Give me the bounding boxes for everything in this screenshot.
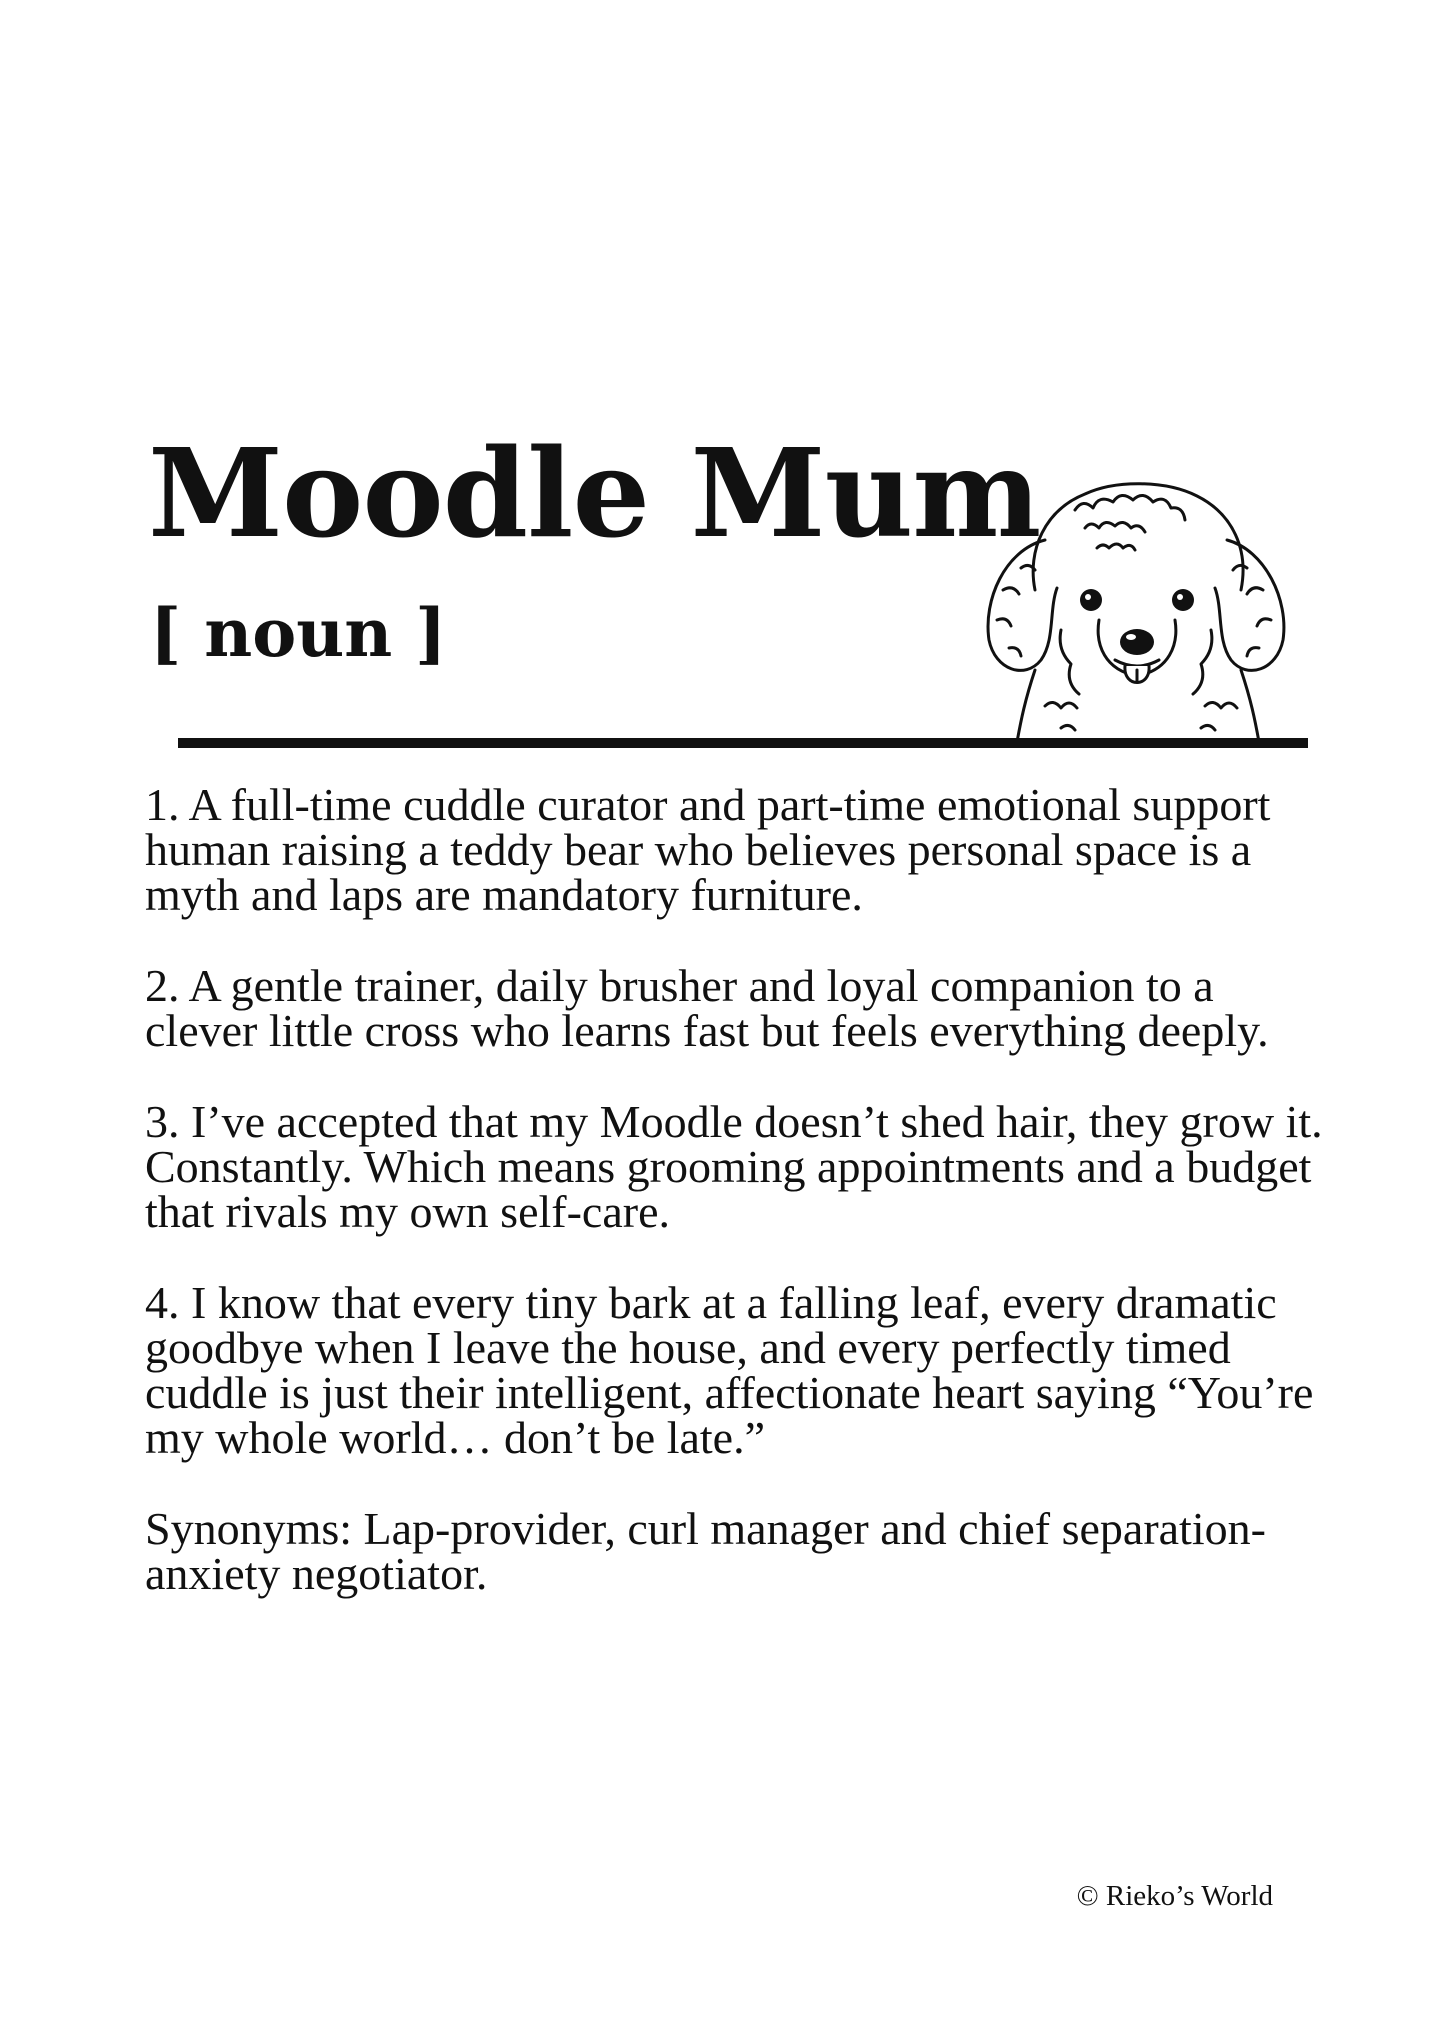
moodle-dog-illustration-icon (965, 470, 1310, 742)
part-of-speech-label: [ noun ] (150, 594, 447, 672)
copyright-notice: © Rieko’s World (1076, 1880, 1273, 1912)
definition-item: 2. A gentle trainer, daily brusher and loyal companion to a clever little cross who learns fast but feels everything deeply. (145, 960, 1269, 1056)
dog-nose (1120, 629, 1154, 655)
dog-left-ear (988, 540, 1057, 670)
title-divider-rule (178, 738, 1308, 748)
definitions-list (145, 779, 1325, 1642)
definition-item: 3. I’ve accepted that my Moodle doesn’t shed hair, they grow it. Constantly. Which means grooming appointments and a budget that rivals my own self-care. (145, 1096, 1323, 1237)
synonyms-line: Synonyms: Lap-provider, curl manager and chief separation-anxiety negotiator. (145, 1503, 1266, 1599)
dog-left-eye (1080, 589, 1102, 611)
entry-word-title: Moodle Mum (148, 421, 1041, 565)
definition-item: 1. A full-time cuddle curator and part-time emotional support human raising a teddy bear who believes personal space is a myth and laps are mandatory furniture. (145, 779, 1271, 920)
dog-right-eye (1172, 589, 1194, 611)
dog-top-curls (1075, 495, 1185, 520)
definition-item: 4. I know that every tiny bark at a falling leaf, every dramatic goodbye when I leave the house, and every perfectly timed cuddle is just their intelligent, affectionate heart saying “You’re my whole world… don’t be late.” (145, 1277, 1314, 1463)
dog-head-outline (1033, 484, 1243, 590)
